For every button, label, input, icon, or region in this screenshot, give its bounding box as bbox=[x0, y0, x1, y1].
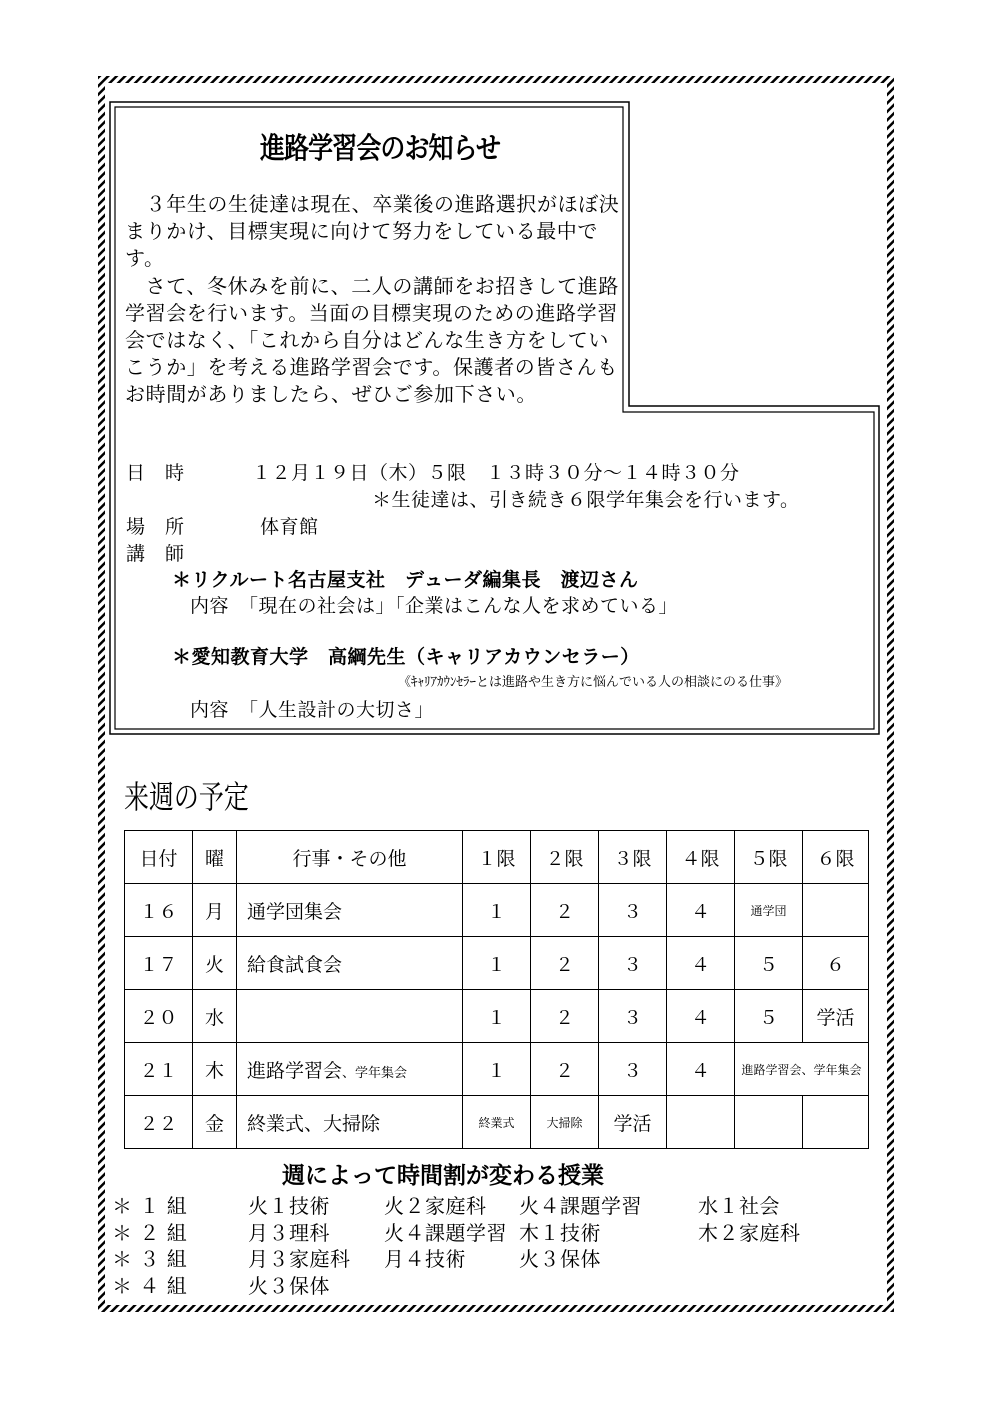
table-row bbox=[125, 884, 869, 937]
table-cell: 終業式 bbox=[463, 1096, 531, 1149]
group-2-item: 木１技術 bbox=[519, 1221, 601, 1245]
table-cell: ５ bbox=[735, 937, 803, 990]
header-cell: ４限 bbox=[667, 831, 735, 884]
table-cell bbox=[667, 1096, 735, 1149]
table-cell: ２０ bbox=[125, 990, 193, 1043]
lecturer-2-name: ＊愛知教育大学 高綱先生（キャリアカウンセラー） bbox=[172, 646, 640, 668]
timetable-changes-heading: 週によって時間割が変わる授業 bbox=[282, 1163, 604, 1189]
table-cell bbox=[237, 990, 463, 1043]
table-row bbox=[125, 937, 869, 990]
table-cell: ４ bbox=[667, 884, 735, 937]
event-text: 進路学習会 bbox=[247, 1059, 343, 1082]
event-text-suffix: 、学年集会 bbox=[342, 1065, 408, 1081]
table-cell: ２１ bbox=[125, 1043, 193, 1096]
notice-paragraph-2: さて、冬休みを前に、二人の講師をお招きして進路学習会を行います。当面の目標実現のための進路学習会ではなく、「これから自分はどんな生き方をしていこうか」を考える進路学習会です。保護者の皆さんもお時間がありましたら、ぜひご参加下さい。 bbox=[125, 273, 620, 407]
group-1-item: 火２家庭科 bbox=[384, 1194, 487, 1218]
group-4-item: 火３保体 bbox=[248, 1274, 330, 1298]
weekly-schedule-table bbox=[124, 830, 869, 1149]
group-3-item: 月３家庭科 bbox=[248, 1247, 351, 1271]
table-cell: 学活 bbox=[599, 1096, 667, 1149]
header-cell: １限 bbox=[463, 831, 531, 884]
table-cell: ２ bbox=[531, 884, 599, 937]
table-cell: 通学団集会 bbox=[237, 884, 463, 937]
header-cell: 日付 bbox=[125, 831, 193, 884]
table-cell: 通学団 bbox=[735, 884, 803, 937]
table-row bbox=[125, 1043, 869, 1096]
table-cell: １ bbox=[463, 937, 531, 990]
header-cell: ２限 bbox=[531, 831, 599, 884]
table-cell: 金 bbox=[193, 1096, 237, 1149]
lecturer-2-note: 《ｷｬﾘｱｶｳﾝｾﾗｰとは進路や生き方に悩んでいる人の相談にのる仕事》 bbox=[398, 675, 789, 690]
header-cell: ３限 bbox=[599, 831, 667, 884]
table-cell: ２ bbox=[531, 937, 599, 990]
group-1-item: 火１技術 bbox=[248, 1194, 330, 1218]
table-cell: 月 bbox=[193, 884, 237, 937]
lecturer-1-name: ＊リクルート名古屋支社 デューダ編集長 渡辺さん bbox=[172, 569, 639, 591]
table-cell: 学活 bbox=[803, 990, 869, 1043]
group-1-label: ＊ １ 組 bbox=[112, 1194, 188, 1218]
lecturer-label: 講 師 bbox=[126, 543, 185, 565]
table-cell: １６ bbox=[125, 884, 193, 937]
notice-body bbox=[125, 191, 625, 409]
datetime-note: ＊生徒達は、引き続き６限学年集会を行います。 bbox=[372, 489, 800, 511]
table-cell: 大掃除 bbox=[531, 1096, 599, 1149]
table-cell: ６ bbox=[803, 937, 869, 990]
group-1-item: 水１社会 bbox=[698, 1194, 780, 1218]
notice-title: 進路学習会のお知らせ bbox=[260, 131, 501, 165]
table-cell: 火 bbox=[193, 937, 237, 990]
table-cell bbox=[803, 884, 869, 937]
table-cell: ３ bbox=[599, 990, 667, 1043]
table-cell: ４ bbox=[667, 1043, 735, 1096]
table-cell: 進路学習会、学年集会 bbox=[735, 1043, 869, 1096]
table-cell: ４ bbox=[667, 937, 735, 990]
datetime-label: 日 時 bbox=[126, 462, 185, 484]
table-cell bbox=[803, 1096, 869, 1149]
table-cell: ２ bbox=[531, 990, 599, 1043]
table-cell: ５ bbox=[735, 990, 803, 1043]
table-cell bbox=[237, 1043, 463, 1096]
table-cell: １ bbox=[463, 990, 531, 1043]
place-value: 体育館 bbox=[260, 516, 319, 538]
header-cell: 曜 bbox=[193, 831, 237, 884]
table-cell: １ bbox=[463, 884, 531, 937]
table-cell: ３ bbox=[599, 1043, 667, 1096]
group-2-label: ＊ ２ 組 bbox=[112, 1221, 188, 1245]
notice-paragraph-1: ３年生の生徒達は現在、卒業後の進路選択がほぼ決まりかけ、目標実現に向けて努力をしている最中です。 bbox=[125, 192, 620, 271]
header-cell: ５限 bbox=[735, 831, 803, 884]
table-row bbox=[125, 990, 869, 1043]
table-header-row bbox=[125, 831, 869, 884]
weekly-schedule-heading: 来週の予定 bbox=[124, 778, 249, 816]
table-cell: １７ bbox=[125, 937, 193, 990]
group-4-label: ＊ ４ 組 bbox=[112, 1274, 188, 1298]
table-cell: ４ bbox=[667, 990, 735, 1043]
table-cell: 水 bbox=[193, 990, 237, 1043]
group-3-item: 火３保体 bbox=[519, 1247, 601, 1271]
table-cell: ２２ bbox=[125, 1096, 193, 1149]
table-cell: 給食試食会 bbox=[237, 937, 463, 990]
table-cell: ３ bbox=[599, 937, 667, 990]
header-cell: ６限 bbox=[803, 831, 869, 884]
lecturer-1-content: 内容 「現在の社会は」「企業はこんな人を求めている」 bbox=[190, 595, 679, 617]
group-1-item: 火４課題学習 bbox=[519, 1194, 642, 1218]
table-cell: ２ bbox=[531, 1043, 599, 1096]
group-2-item: 火４課題学習 bbox=[384, 1221, 507, 1245]
lecturer-2-content: 内容 「人生設計の大切さ」 bbox=[190, 699, 435, 721]
datetime-value: １２月１９日（木）５限 １３時３０分～１４時３０分 bbox=[252, 462, 740, 484]
group-2-item: 木２家庭科 bbox=[698, 1221, 801, 1245]
place-label: 場 所 bbox=[126, 516, 185, 538]
header-cell: 行事・その他 bbox=[237, 831, 463, 884]
group-3-label: ＊ ３ 組 bbox=[112, 1247, 188, 1271]
table-cell: 木 bbox=[193, 1043, 237, 1096]
table-cell: １ bbox=[463, 1043, 531, 1096]
group-2-item: 月３理科 bbox=[248, 1221, 330, 1245]
table-cell: ３ bbox=[599, 884, 667, 937]
table-cell: 終業式、大掃除 bbox=[237, 1096, 463, 1149]
group-3-item: 月４技術 bbox=[384, 1247, 466, 1271]
table-row bbox=[125, 1096, 869, 1149]
table-cell bbox=[735, 1096, 803, 1149]
